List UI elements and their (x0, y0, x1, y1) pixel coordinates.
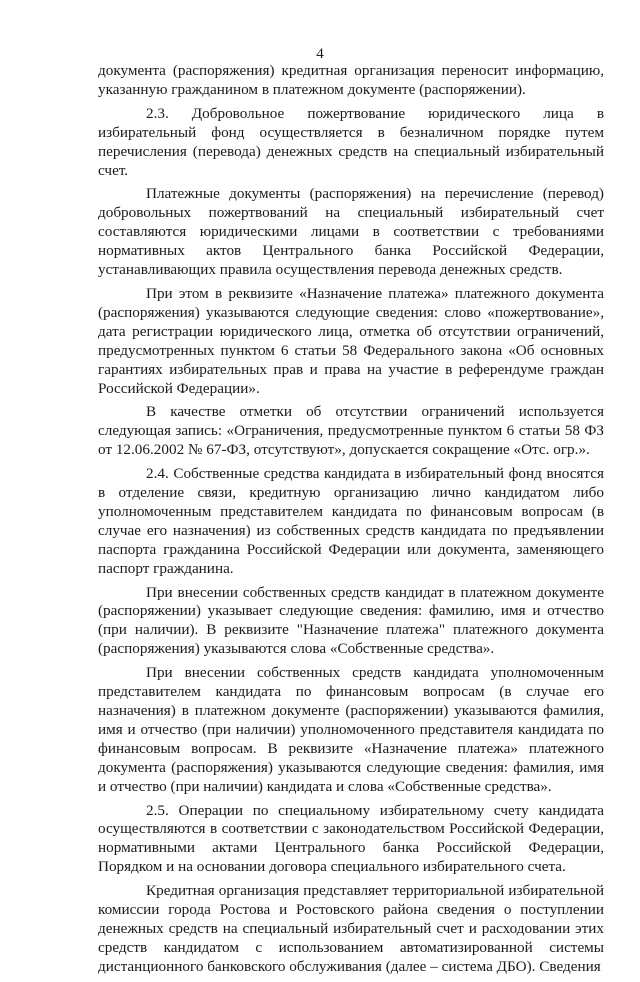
paragraph-2-4: 2.4. Собственные средства кандидата в избирательный фонд вносятся в отделение связи, кредитную организацию лично кандидатом либо уполномоченным представителем кандидата по финансовым вопросам (в случае его назначения) из собственных средств кандидата по предъявлении паспорта гражданина Российской Федерации или документа, заменяющего паспорт гражданина. (98, 465, 604, 577)
paragraph-2-3: 2.3. Добровольное пожертвование юридического лица в избирательный фонд осуществляется в безналичном порядке путем перечисления (перевода) денежных средств на специальный избирательный счет. (98, 104, 604, 179)
paragraph-own-funds-candidate: При внесении собственных средств кандидат в платежном документе (распоряжении) указывает следующие сведения: фамилию, имя и отчество (при наличии). В реквизите "Назначение платежа" платежного документа (распоряжения) указываются слова «Собственные средства». (98, 583, 604, 658)
paragraph-credit-organization: Кредитная организация представляет территориальной избирательной комиссии города Ростова и Ростовского района сведения о поступлении денежных средств на специальный избирательный счет и расходовании этих средств кандидатом с использованием автоматизированной системы дистанционного банковского обслуживания (далее – система ДБО). Сведения (98, 882, 604, 975)
page-number: 4 (316, 46, 324, 62)
paragraph-continuation: документа (распоряжения) кредитная организация переносит информацию, указанную гражданином в платежном документе (распоряжении). (98, 62, 604, 98)
paragraph-payment-documents: Платежные документы (распоряжения) на перечисление (перевод) добровольных пожертвований на специальный избирательный счет составляются юридическими лицами в соответствии с требованиями нормативных актов Центрального банка Российской Федерации, устанавливающих правила осуществления перевода денежных средств. (98, 185, 604, 279)
paragraph-2-5: 2.5. Операции по специальному избирательному счету кандидата осуществляются в соответствии с законодательством Российской Федерации, нормативными актами Центрального банка Российской Федерации, Порядком и на основании договора специального избирательного счета. (98, 801, 604, 876)
document-body (98, 62, 604, 982)
paragraph-payment-purpose: При этом в реквизите «Назначение платежа» платежного документа (распоряжения) указываются следующие сведения: слово «пожертвование», дата регистрации юридического лица, отметка об отсутствии ограничений, предусмотренных пунктом 6 статьи 58 Федерального закона «Об основных гарантиях избирательных прав и права на участие в референдуме граждан Российской Федерации». (98, 284, 604, 397)
paragraph-restrictions-note: В качестве отметки об отсутствии ограничений используется следующая запись: «Ограничения, предусмотренные пунктом 6 статьи 58 ФЗ от 12.06.2002 № 67-ФЗ, отсутствуют», допускается сокращение «Отс. огр.». (98, 403, 604, 459)
paragraph-own-funds-representative: При внесении собственных средств кандидата уполномоченным представителем кандидата по финансовым вопросам (в случае его назначения) в платежном документе (распоряжении) указываются фамилия, имя и отчество (при наличии) уполномоченного представителя кандидата по финансовым вопросам. В реквизите «Назначение платежа» платежного документа (распоряжения) указываются следующие сведения: фамилия, имя и отчество (при наличии) кандидата и слова «Собственные средства». (98, 664, 604, 795)
